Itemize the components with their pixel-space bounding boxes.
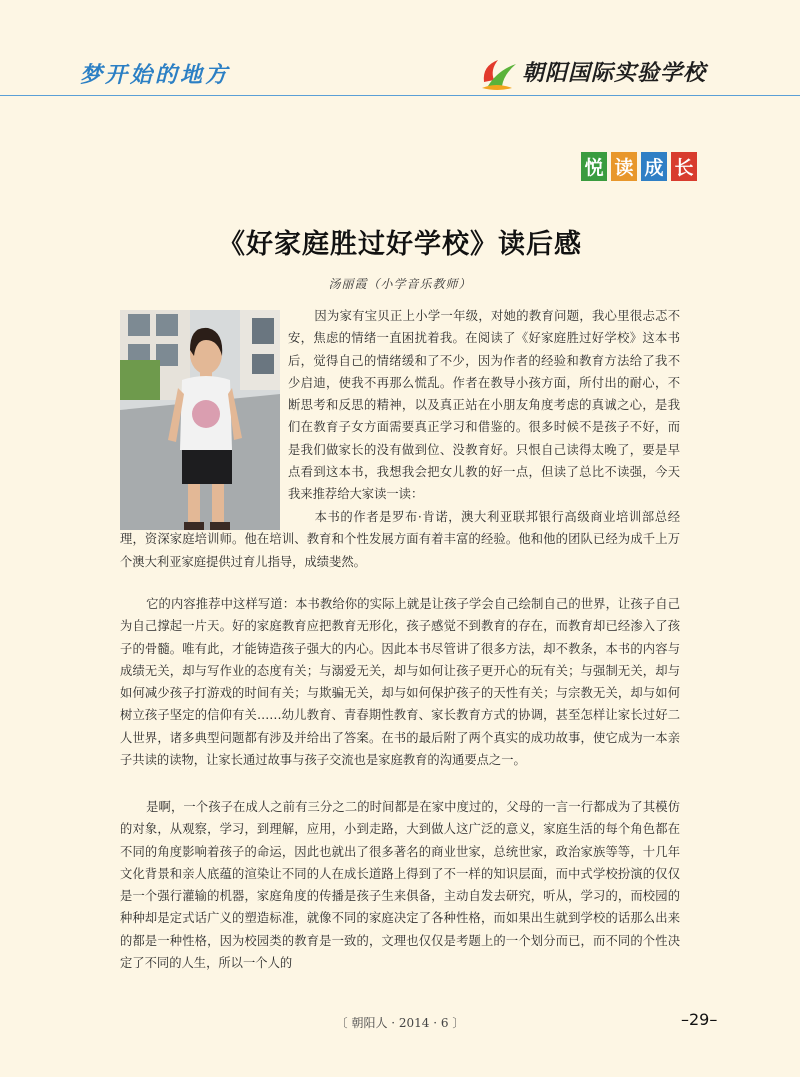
paragraph-content-summary: [120, 593, 680, 771]
header-slogan: 梦开始的地方: [80, 62, 231, 88]
author-portrait-image: [120, 310, 280, 530]
header-divider: [0, 95, 800, 96]
magazine-footer: 〔 朝阳人 · 2014 · 6 〕: [335, 1016, 465, 1030]
paragraph-author-bio: [120, 506, 680, 573]
school-logo: [478, 52, 728, 92]
paragraph-text: 本书的作者是罗布·肯诺，澳大利亚联邦银行高级商业培训部总经理，资深家庭培训师。他在培训、教育和个性发展方面有着丰富的经验。他和他的团队已经为成千上万个澳大利亚家庭提供过育儿指导，成绩斐然。: [120, 510, 680, 569]
page-number: –29–: [681, 1010, 718, 1029]
section-badges: [581, 152, 697, 181]
paragraph-reflection: [120, 796, 680, 974]
paragraph-intro: [288, 305, 680, 506]
article-author: 汤丽霞（小学音乐教师）: [328, 277, 472, 291]
section-badge: 成: [641, 152, 667, 181]
paragraph-text: 它的内容推荐中这样写道：本书教给你的实际上就是让孩子学会自己绘制自己的世界，让孩子自己为自己撑起一片天。好的家庭教育应把教育无形化，孩子感觉不到教育的存在，而教育却已经渗入了孩子的骨髓。唯有此，才能铸造孩子强大的内心。因此本书尽管讲了很多方法，却不教条，本书的内容与成绩无关，却与写作业的态度有关；与溺爱无关，却与如何让孩子更开心的玩有关；与强制无关，却与如何减少孩子打游戏的时间有关；与欺骗无关，却与如何保护孩子的天性有关；与宗教无关，却与如何树立孩子坚定的信仰有关……幼儿教育、青春期性教育、家长教育方式的协调，甚至怎样让家长过好二人世界，诸多典型问题都有涉及并给出了答案。在书的最后附了两个真实的成功故事，使它成为一本亲子共读的读物，让家长通过故事与孩子交流也是家庭教育的沟通要点之一。: [120, 597, 680, 768]
school-name: 朝阳国际实验学校: [522, 60, 707, 86]
page-header: [0, 0, 800, 96]
article-title: 《好家庭胜过好学校》读后感: [218, 229, 582, 260]
author-photo: [120, 310, 280, 530]
paragraph-text: 是啊，一个孩子在成人之前有三分之二的时间都是在家中度过的，父母的一言一行都成为了其模仿的对象，从观察，学习，到理解，应用，小到走路，大到做人这广泛的意义，家庭生活的每个角色都在不同的角度影响着孩子的命运，因此也就出了很多著名的商业世家，总统世家，政治家族等等，十几年文化背景和亲人底蕴的渲染让不同的人在成长道路上得到了不一样的知识层面，而中式学校扮演的仅仅是一个强行灌输的机器，家庭角度的传播是孩子生来俱备，主动自发去研究，听从，学习的，而校园的种种却是定式话广义的塑造标准，就像不同的家庭决定了各种性格，而如果出生就到学校的话那么出来的都是一种性格，因为校园类的教育是一致的，文理也仅仅是考题上的一个划分而已，而不同的个性决定了不同的人生，所以一个人的: [120, 800, 680, 971]
section-badge: 悦: [581, 152, 607, 181]
section-badge: 长: [671, 152, 697, 181]
paragraph-text: 因为家有宝贝正上小学一年级，对她的教育问题，我心里很忐忑不安，焦虑的情绪一直困扰着我。在阅读了《好家庭胜过好学校》这本书后，觉得自己的情绪缓和了不少，因为作者的经验和教育方法给了我不少启迪，使我不再那么慌乱。作者在教导小孩方面，所付出的耐心，不断思考和反思的精神，以及真正站在小朋友角度考虑的真诚之心，是我们在教育子女方面需要真正学习和借鉴的。很多时候不是孩子不好，而是我们做家长的没有做到位、没教育好。只恨自己读得太晚了，要是早点看到这本书，我想我会把女儿教的好一点，但读了总比不读强，今天我来推荐给大家读一读：: [288, 309, 680, 502]
section-badge: 读: [611, 152, 637, 181]
school-emblem-icon: [478, 52, 520, 92]
